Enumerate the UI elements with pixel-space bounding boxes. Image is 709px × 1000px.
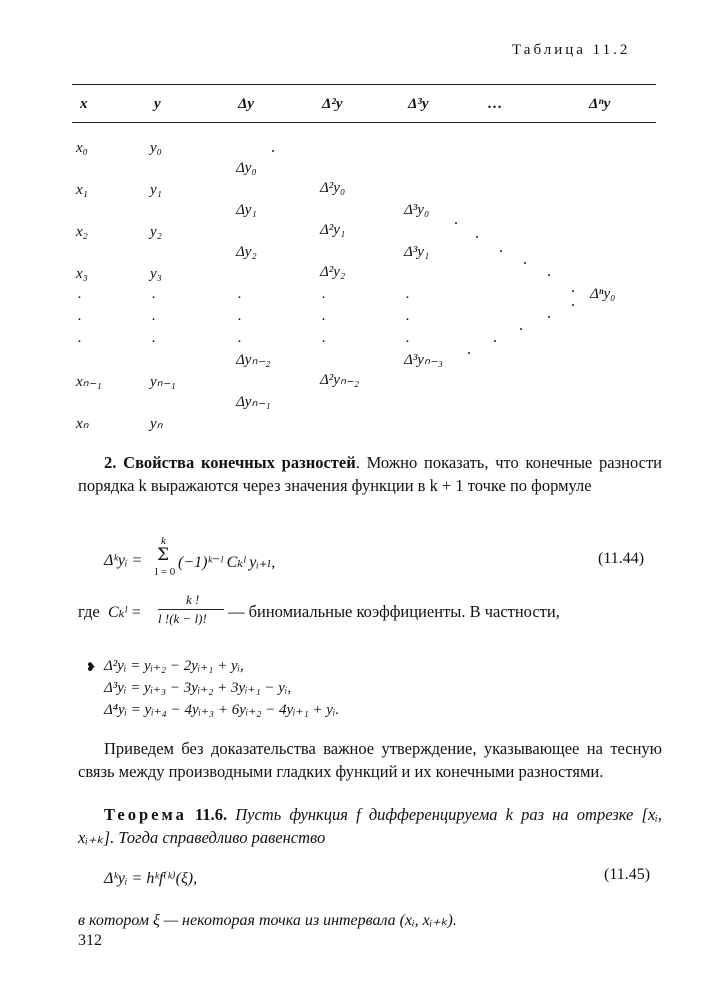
cell-delta1: Δy₂ <box>236 244 257 260</box>
cell-x: . <box>78 308 82 324</box>
cell-delta1: . <box>238 308 242 324</box>
header-y: y <box>154 96 161 112</box>
example-formula: Δ⁴yᵢ = yᵢ₊₄ − 4yᵢ₊₃ + 6yᵢ₊₂ − 4yᵢ₊₁ + yᵢ. <box>104 702 340 718</box>
diagonal-dot <box>572 304 574 306</box>
binom-lhs: Cₖˡ = <box>108 604 142 621</box>
header-x: x <box>80 96 88 112</box>
cell-delta3: . <box>406 308 410 324</box>
cell-y: y₃ <box>150 266 162 282</box>
cell-x: . <box>78 286 82 302</box>
statement-paragraph: Приведем без доказательства важное утверждение, указывающее на тесную связь между производными гладких функций и их конечными разностями. <box>78 739 662 781</box>
section-title: 2. Свойства конечных разностей <box>104 453 356 472</box>
cell-delta1: . <box>238 330 242 346</box>
cell-delta3: Δ³y₁ <box>404 244 430 260</box>
cell-x: x₃ <box>76 266 88 282</box>
cell-delta2: . <box>322 330 326 346</box>
binom-fraction-bar <box>158 609 224 610</box>
cell-x: xₙ₋₁ <box>76 374 102 390</box>
diagonal-dot <box>500 250 502 252</box>
cell-delta2: Δ²yₙ₋₂ <box>320 372 360 388</box>
cell-y: yₙ₋₁ <box>150 374 176 390</box>
table-caption: Таблица 11.2 <box>512 42 631 58</box>
cell-y: y₀ <box>150 140 162 156</box>
cell-delta1: Δyₙ₋₁ <box>236 394 271 410</box>
cell-delta3: . <box>406 286 410 302</box>
theorem-paragraph <box>78 804 662 849</box>
eq-11-44-lhs: Δᵏyᵢ = <box>104 552 143 569</box>
cell-delta3: . <box>406 330 410 346</box>
binom-text: — биномиальные коэффициенты. В частности, <box>228 602 560 621</box>
eq-11-44-sum-bottom: l = 0 <box>155 566 176 578</box>
diagonal-dot <box>494 340 496 342</box>
diagonal-dot <box>572 290 574 292</box>
eq-11-45-formula: Δᵏyᵢ = hᵏf⁽ᵏ⁾(ξ), <box>104 870 198 887</box>
cell-y: . <box>152 286 156 302</box>
header-deltan: Δⁿy <box>589 96 611 112</box>
cell-y: y₂ <box>150 224 162 240</box>
table-top-rule <box>72 84 656 85</box>
cell-delta1: Δyₙ₋₂ <box>236 352 271 368</box>
page-number: 312 <box>78 932 102 949</box>
cell-delta1: Δy₁ <box>236 202 257 218</box>
cell-y: y₁ <box>150 182 162 198</box>
diagonal-dot <box>455 222 457 224</box>
closing-line: в котором ξ — некоторая точка из интервала (xᵢ, xᵢ₊ₖ). <box>78 912 457 929</box>
eq-11-45-number: (11.45) <box>604 866 651 883</box>
table-header-rule <box>72 122 656 123</box>
cell-x: x₂ <box>76 224 88 240</box>
eq-11-44-number: (11.44) <box>598 550 645 567</box>
theorem-number: 11.6. <box>194 805 228 824</box>
cell-delta2: Δ²y₂ <box>320 264 346 280</box>
section-intro: . Можно показать, что конечные разности порядка k выражаются через значения функции в k + 1 точке по формуле <box>78 453 662 495</box>
diagonal-dot <box>520 328 522 330</box>
eq-11-44-sum-sign: Σ <box>157 545 170 565</box>
cell-delta1: . <box>238 286 242 302</box>
diagonal-dot <box>548 316 550 318</box>
cell-x: xₙ <box>76 416 89 432</box>
binom-where: где <box>78 602 100 621</box>
cell-delta1: Δy₀ <box>236 160 257 176</box>
cell-x: . <box>78 330 82 346</box>
cell-delta2: . <box>322 286 326 302</box>
example-formula: Δ³yᵢ = yᵢ₊₃ − 3yᵢ₊₂ + 3yᵢ₊₁ − yᵢ, <box>104 680 292 696</box>
cell-delta3: Δ³y₀ <box>404 202 430 218</box>
header-delta2: Δ²y <box>322 96 343 112</box>
diagonal-dot <box>524 262 526 264</box>
cell-x: x₁ <box>76 182 88 198</box>
binom-numerator: k ! <box>186 592 200 607</box>
theorem-text: Пусть функция f дифференцируема k раз на отрезке [xᵢ, xᵢ₊ₖ]. Тогда справедливо равенство <box>78 805 663 847</box>
cell-delta3: Δ³yₙ₋₃ <box>404 352 444 368</box>
header-delta1: Δy <box>238 96 255 112</box>
cell-delta2: Δ²y₁ <box>320 222 346 238</box>
diagonal-dot <box>468 352 470 354</box>
header-delta3: Δ³y <box>408 96 429 112</box>
cell-y: . <box>152 330 156 346</box>
cell-deltan: Δⁿy₀ <box>590 286 616 302</box>
cell-x: x₀ <box>76 140 88 156</box>
binom-denominator: l !(k − l)! <box>158 611 207 626</box>
eq-11-44-rhs: (−1)ᵏ⁻ˡ Cₖˡ yᵢ₊ₗ, <box>178 554 276 571</box>
cell-y: . <box>152 308 156 324</box>
diagonal-dot <box>272 150 274 152</box>
theorem-label: Теорема <box>104 805 187 824</box>
diagonal-dot <box>548 274 550 276</box>
eq-11-44-sum-top: k <box>161 535 166 547</box>
header-ellipsis: … <box>487 96 502 112</box>
cell-delta2: . <box>322 308 326 324</box>
bullet-mark: ❥ <box>86 660 97 674</box>
example-formula: Δ²yᵢ = yᵢ₊₂ − 2yᵢ₊₁ + yᵢ, <box>104 658 244 674</box>
section-paragraph <box>78 452 662 497</box>
diagonal-dot <box>476 236 478 238</box>
cell-delta2: Δ²y₀ <box>320 180 346 196</box>
cell-y: yₙ <box>150 416 163 432</box>
